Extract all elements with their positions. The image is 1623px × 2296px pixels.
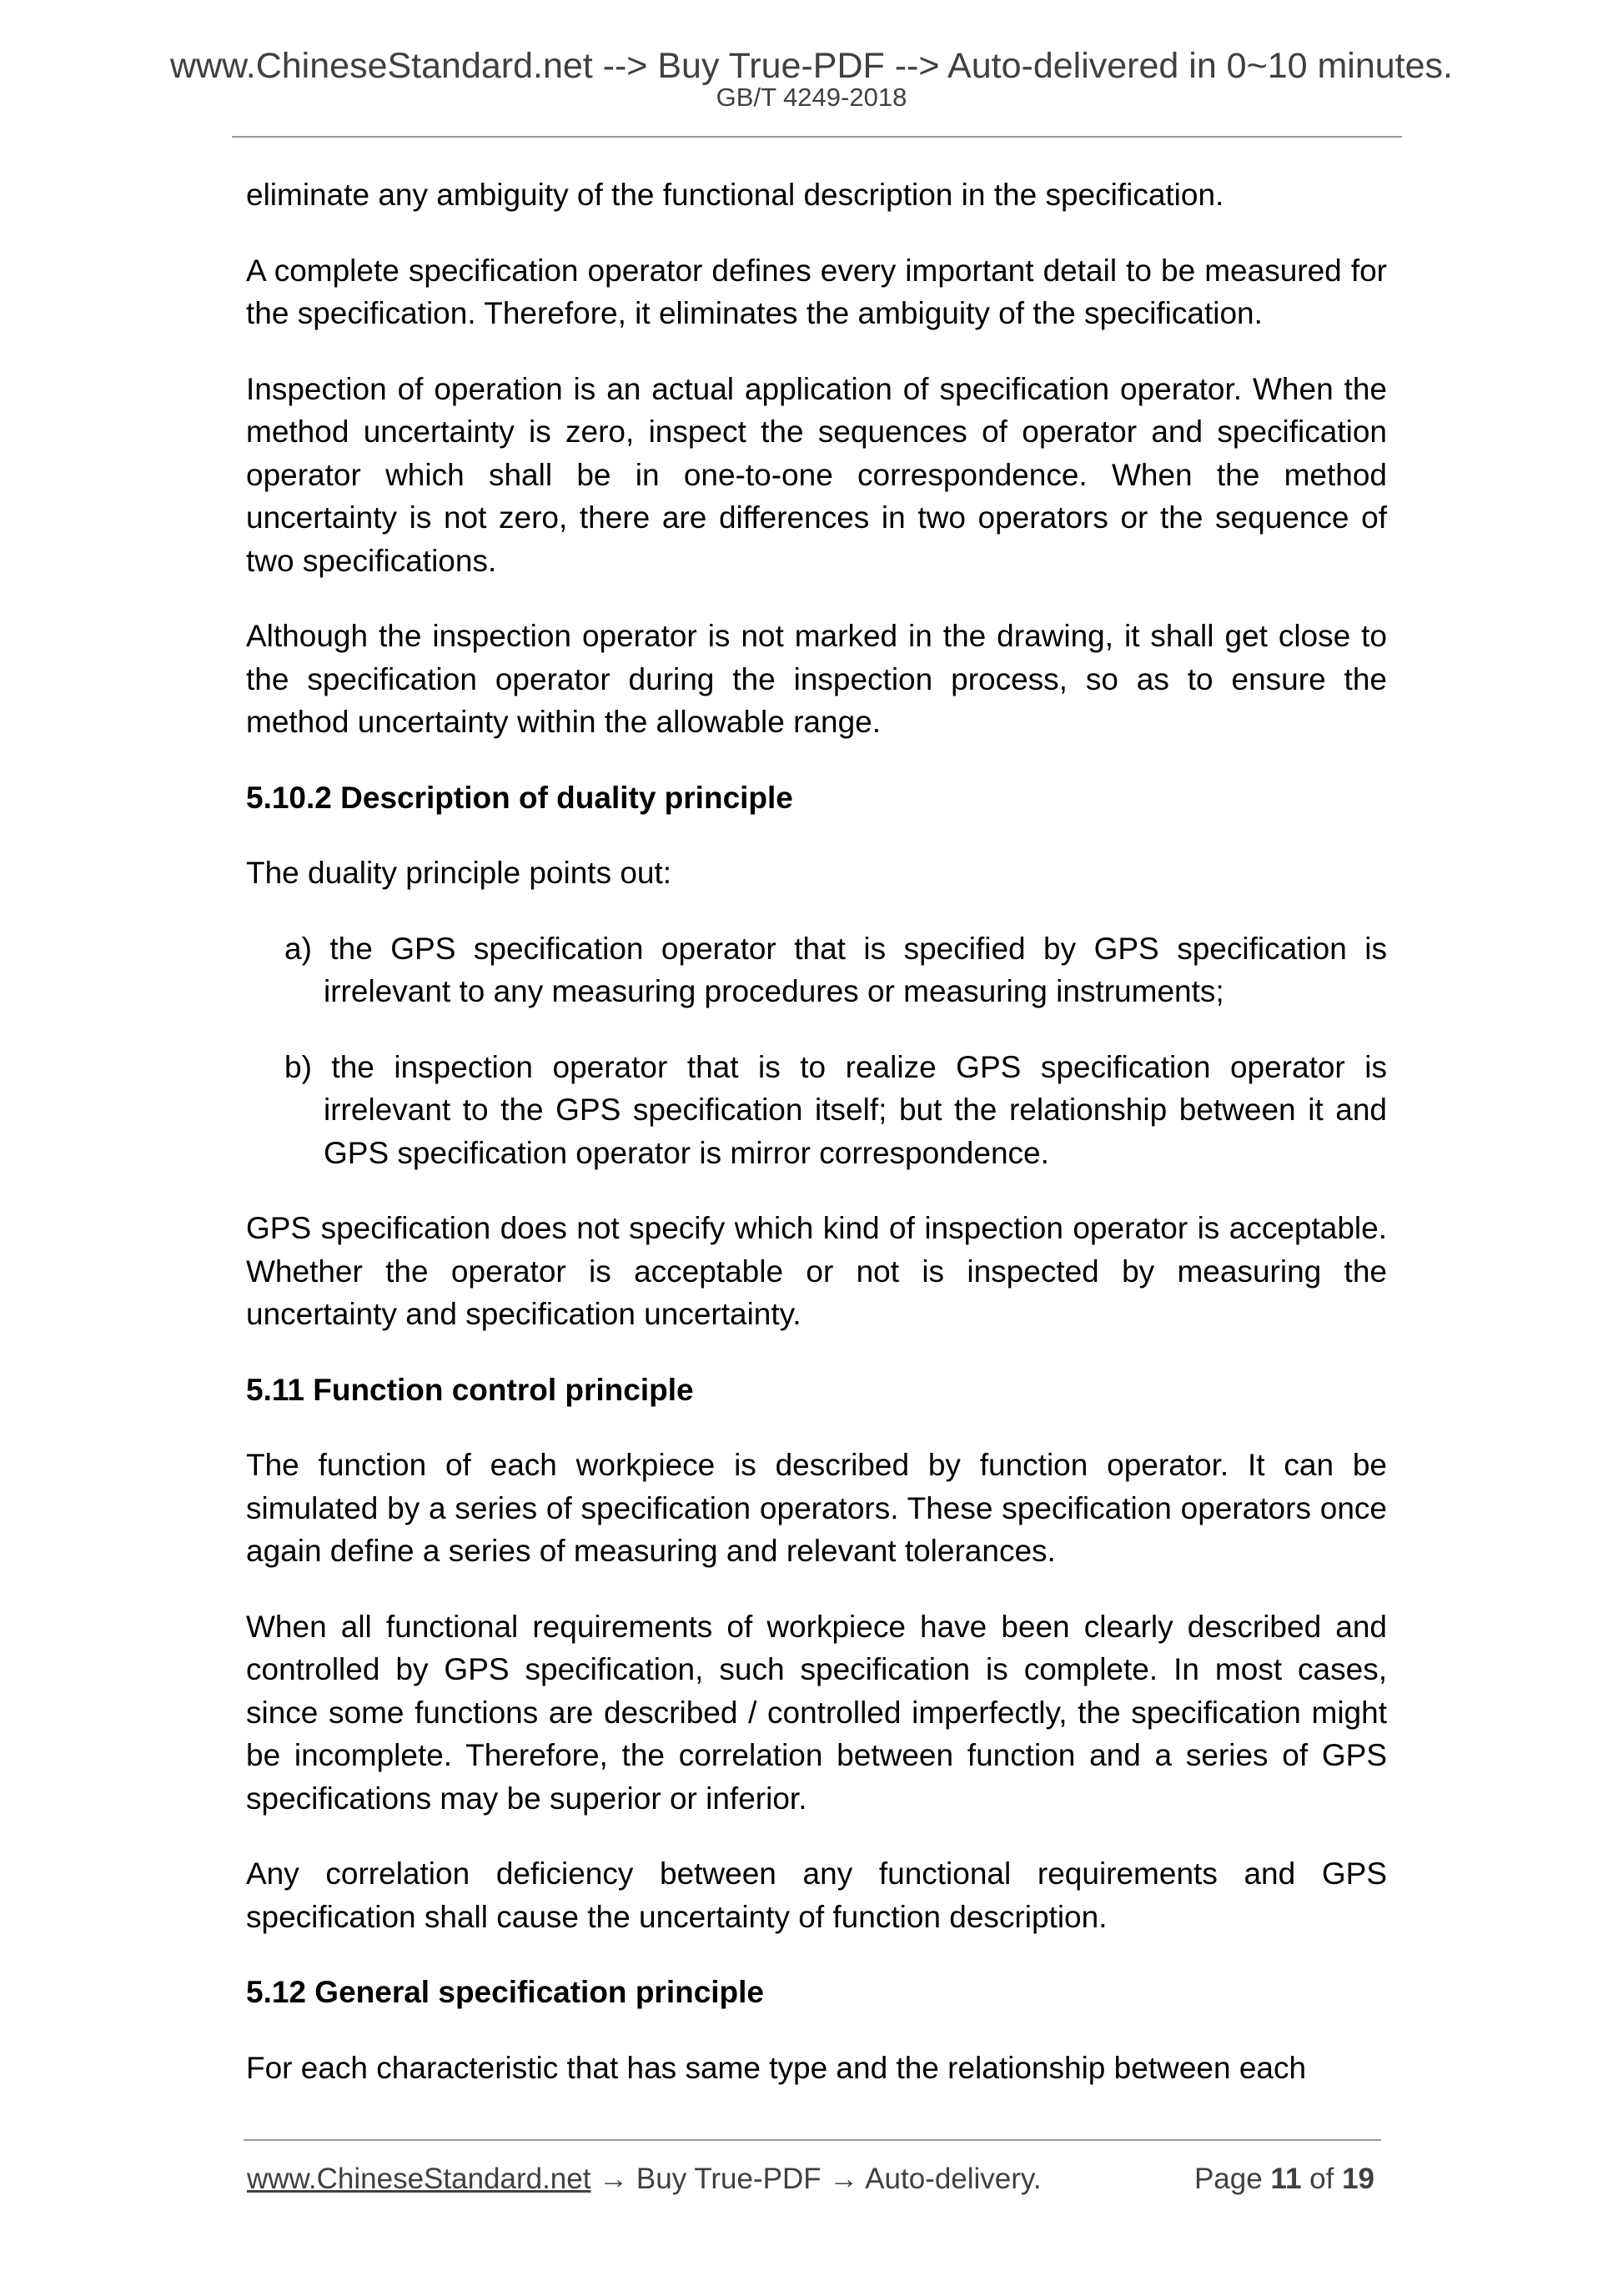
paragraph: Any correlation deficiency between any functional requirements and GPS specification shall cause the uncertainty of function description. bbox=[246, 1856, 1387, 1934]
section-heading-5-10-2: 5.10.2 Description of duality principle bbox=[246, 780, 793, 815]
paragraph: The duality principle points out: bbox=[246, 856, 672, 890]
page-indicator bbox=[1194, 2161, 1374, 2198]
website-link[interactable]: www.ChineseStandard.net bbox=[247, 2163, 591, 2195]
page-label: Page bbox=[1193, 2163, 1271, 2195]
section-heading-5-11: 5.11 Function control principle bbox=[246, 1372, 694, 1407]
footer-left bbox=[247, 2161, 1042, 2198]
footer-tagline: → Buy True-PDF → Auto-delivery. bbox=[590, 2163, 1042, 2195]
total-pages: 19 bbox=[1342, 2163, 1374, 2195]
document-body bbox=[246, 173, 1387, 2122]
paragraph: Although the inspection operator is not marked in the drawing, it shall get close to the specification operator during the inspection process, so as to ensure the method uncertainty within the allowable range. bbox=[246, 619, 1387, 739]
header-divider bbox=[232, 136, 1402, 138]
section-heading-5-12: 5.12 General specification principle bbox=[246, 1975, 765, 2009]
list-item-a: a) the GPS specification operator that is specified by GPS specification is irrelevant to any measuring procedures or measuring instruments; bbox=[284, 931, 1387, 1008]
footer-divider bbox=[244, 2139, 1381, 2141]
footer bbox=[247, 2161, 1374, 2198]
paragraph: The function of each workpiece is described by function operator. It can be simulated by a series of specification operators. These specification operators once again define a series of measuring and relevant tolerances. bbox=[246, 1448, 1387, 1568]
current-page: 11 bbox=[1270, 2163, 1302, 2195]
paragraph: For each characteristic that has same type and the relationship between each bbox=[246, 2050, 1307, 2085]
paragraph: Inspection of operation is an actual application of specification operator. When the method uncertainty is zero, inspect the sequences of operator and specification operator which shall be in one-to-one correspondence. When the method uncertainty is not zero, there are differences in two operators or the sequence of two specifications. bbox=[246, 371, 1387, 578]
paragraph: When all functional requirements of workpiece have been clearly described and controlled by GPS specification, such specification is complete. In most cases, since some functions are described / controlled imperfectly, the specification might be incomplete. Therefore, the correlation between function and a series of GPS specifications may be superior or inferior. bbox=[246, 1609, 1387, 1816]
of-label: of bbox=[1301, 2163, 1343, 2195]
header-banner: www.ChineseStandard.net --> Buy True-PDF --> Auto-delivered in 0~10 minutes. bbox=[169, 46, 1453, 86]
standard-code: GB/T 4249-2018 bbox=[716, 83, 907, 112]
list-item-b: b) the inspection operator that is to realize GPS specification operator is irrelevant to the GPS specification itself; but the relationship between it and GPS specification operator is mirror correspondence. bbox=[284, 1049, 1387, 1170]
paragraph: GPS specification does not specify which kind of inspection operator is acceptable. Whether the operator is acceptable or not is inspected by measuring the uncertainty and specification uncertainty. bbox=[246, 1211, 1387, 1331]
paragraph: A complete specification operator defines every important detail to be measured for the specification. Therefore, it eliminates the ambiguity of the specification. bbox=[246, 253, 1387, 330]
paragraph: eliminate any ambiguity of the functional description in the specification. bbox=[246, 178, 1224, 212]
